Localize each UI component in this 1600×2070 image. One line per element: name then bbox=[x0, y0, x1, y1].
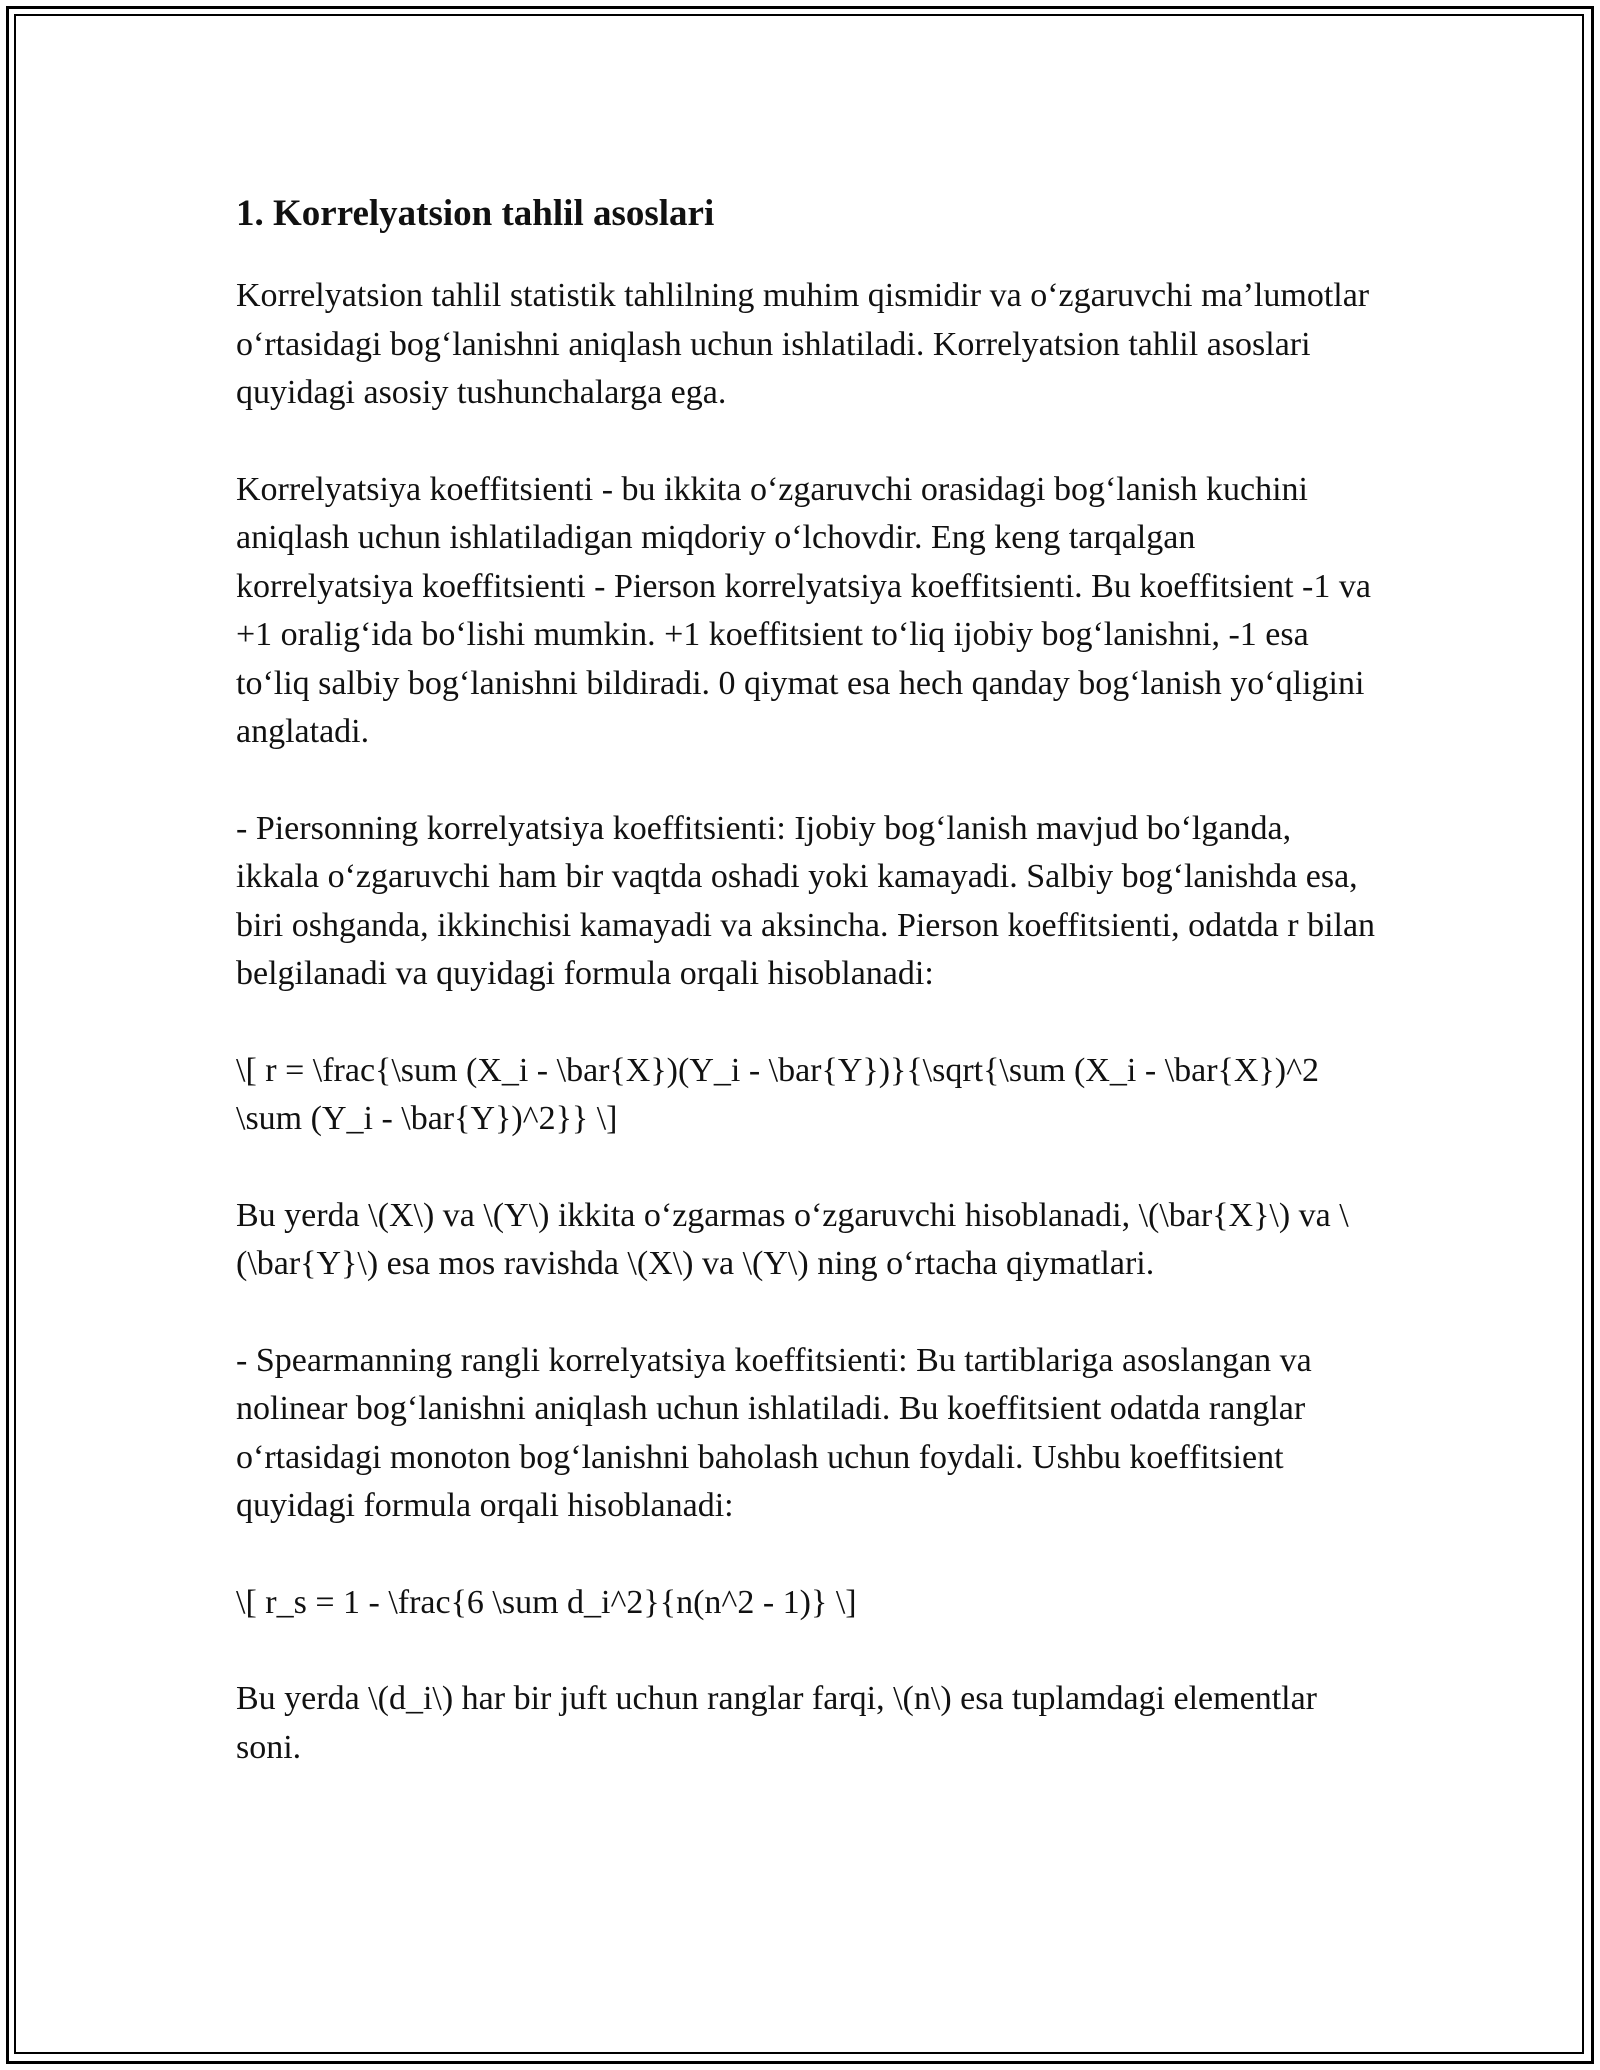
paragraph-pearson-explanation: Bu yerda \(X\) va \(Y\) ikkita o‘zgarmas o‘zgaruvchi hisoblanadi, \(\bar{X}\) va \(\bar{Y}\) esa mos ravishda \(X\) va \(Y\) ning o‘rtacha qiymatlari. bbox=[236, 1196, 1349, 1282]
paragraph-correlation-coefficient: Korrelyatsiya koeffitsienti - bu ikkita o‘zgaruvchi orasidagi bog‘lanish kuchini aniqlash uchun ishlatiladigan miqdoriy o‘lchovdir. Eng keng tarqalgan korrelyatsiya koeffitsienti - Pierson korrelyatsiya koeffitsienti. Bu koeffitsient -1 va +1 oralig‘ida bo‘lishi mumkin. +1 koeffitsient to‘liq ijobiy bog‘lanishni, -1 esa to‘liq salbiy bog‘lanishni bildiradi. 0 qiymat esa hech qanday bog‘lanish yo‘qligini anglatadi. bbox=[236, 470, 1371, 750]
paragraph-spearman-explanation: Bu yerda \(d_i\) har bir juft uchun ranglar farqi, \(n\) esa tuplamdagi elementlar soni. bbox=[236, 1680, 1317, 1766]
document-body bbox=[236, 188, 1376, 1820]
paragraph-intro: Korrelyatsion tahlil statistik tahlilning muhim qismidir va o‘zgaruvchi ma’lumotlar o‘rtasidagi bog‘lanishni aniqlash uchun ishlatiladi. Korrelyatsion tahlil asoslari quyidagi asosiy tushunchalarga ega. bbox=[236, 277, 1370, 411]
section-heading: 1. Korrelyatsion tahlil asoslari bbox=[236, 193, 715, 234]
paragraph-spearman: - Spearmanning rangli korrelyatsiya koeffitsienti: Bu tartiblariga asoslangan va nolinear bog‘lanishni aniqlash uchun ishlatiladi. Bu koeffitsient odatda ranglar o‘rtasidagi monoton bog‘lanishni baholash uchun foydali. Ushbu koeffitsient quyidagi formula orqali hisoblanadi: bbox=[236, 1341, 1312, 1524]
formula-pearson: \[ r = \frac{\sum (X_i - \bar{X})(Y_i - \bar{Y})}{\sqrt{\sum (X_i - \bar{X})^2 \sum (Y_i - \bar{Y})^2}} \] bbox=[236, 1051, 1320, 1137]
paragraph-pearson: - Piersonning korrelyatsiya koeffitsienti: Ijobiy bog‘lanish mavjud bo‘lganda, ikkala o‘zgaruvchi ham bir vaqtda oshadi yoki kamayadi. Salbiy bog‘lanishda esa, biri oshganda, ikkinchisi kamayadi va aksincha. Pierson koeffitsienti, odatda r bilan belgilanadi va quyidagi formula orqali hisoblanadi: bbox=[236, 809, 1376, 992]
formula-spearman: \[ r_s = 1 - \frac{6 \sum d_i^2}{n(n^2 - 1)} \] bbox=[236, 1583, 857, 1621]
